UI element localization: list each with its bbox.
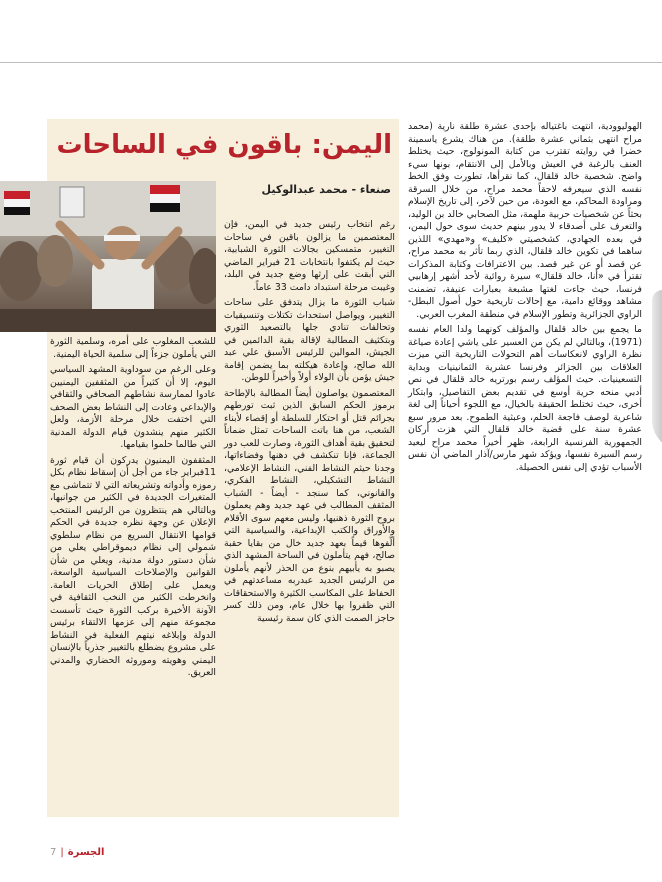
- article-byline: صنعاء - محمد عبدالوكيل: [261, 183, 391, 196]
- crowd-person: [0, 241, 42, 301]
- crowd-person: [37, 235, 73, 287]
- left-paragraph: المثقفون اليمنيون يدركون أن قيام ثورة 11فبراير جاء من أجل أن إسقاط نظام بكل رموزه وأدواته وتشريعاته التي لا تتماشى مع المتغيرات الجديدة في الكثير من جوانبها، وبالتالي هم ينتظرون من الرئيس المنتخب الإعلان عن وجهة نظره جديدة في الحكم قوامها الانتقال السريع من نظام سلطوي شمولي إلى نظام ديموقراطي يعلي من شأن دستور دولة مدنية، ويعلي من شأن القوانين والإصلاحات السياسية الواسعة، ويعمل على إطلاق الحريات العامة. وانخرطت الكثير من النخب الثقافية في الآونة الأخيرة بركب الثورة حيث تأسست مجموعة منهم إلى عزمها الالتقاء برئيس الدولة وإبلاغه نيتهم الفعلية في النشاط على مشروع يضطلع بالتغيير جذرياً بالإنسان اليمني وهويته وموروثه الحضاري والمدني العريق.: [50, 454, 216, 678]
- protest-sign: [60, 187, 84, 217]
- left-paragraph: وعلى الرغم من سوداوية المشهد السياسي اليوم، إلا أن كثيراً من المثقفين اليمنيين عادوا لممارسة نشاطهم الصحافي والثقافي والإبداعي وعادت إلى النشاط بعض الصحف التي اختفت خلال مرحلة الأزمة، ولعل الكثير منهم ينشدون قيام الدولة المدنية التي طالما حلموا بقيامها.: [50, 364, 216, 450]
- header-rule: [0, 62, 662, 63]
- page-footer: [50, 847, 104, 858]
- mid-paragraph: شباب الثورة ما يزال يتدفق على ساحات التغيير، ويواصل استحداث تكتلات وتنسيقيات وتحالفات تنادي جلها بالتصعيد الثوري وبتكثيف المطالبة لإقالة بقية الدائمين في الجيش، الموالين للرئيس الأسبق علي عبد الله صالح، وإعادة هيكلته بما يضمن إقامة جيش يؤمن بأن الولاء أولاً وأخيراً للوطن.: [224, 297, 395, 383]
- right-paragraph: ما يجمع بين خالد قلقال والمؤلف كونهما ولدا العام نفسه (1971)، وبالتالي لم يكن من العسير على ياشي إعادة صياغة نظرة الراوي لانعكاسات أهم التحولات التاريخية التي ميزت العلاقات بين الجزائر وفرنسا عشرية الثمانينيات وبداية التسعينيات. حيث المؤلف رسم بورتريه خالد قلقال في نص أدبي منحه حرية أوسع في تقديم بعض التفاصيل، وابتكار أخرى، حيث تختلط الحقيقة بالخيال، مع اللجوء أحياناً إلى لغة شاعرية لوصف فاجعة الحلم، وعبثية الطموح. بعد مرور سبع عشرة سنة على قضية خالد قلقال التي هزت أركان الجمهورية الفرنسية الرابعة، ظهر أخيراً محمد مراح ليعيد رسم السيرة نفسها، ويؤكد شهر مارس/آذار الماضي أن نفس الأسباب تؤدي إلى نفس الحصيلة.: [408, 324, 642, 473]
- protest-photo-illustration: [0, 181, 216, 332]
- left-column: [50, 336, 216, 683]
- mid-paragraph: رغم انتخاب رئيس جديد في اليمن، فإن المعتصمين ما يزالون باقين في ساحات التغيير، متمسكين بجالات الثورة الشبابية، حيث لم يكتفوا بانتخابات 21 فبراير الماضي التي أبقت على إرثها وضع جديد في البلد، وغيبت مرحلة استبداد دامت 33 عاماً.: [224, 219, 395, 293]
- left-paragraph: للشعب المغلوب على أمره، وسلمية الثورة التي يأملون جزءاً إلى سلمية الحياة اليمنية.: [50, 336, 216, 360]
- right-column: [408, 121, 642, 477]
- headband: [104, 235, 140, 241]
- central-figure-head: [105, 226, 139, 260]
- magazine-brand: الجسرة: [67, 847, 105, 858]
- article-headline: اليمن: باقون في الساحات: [56, 130, 392, 160]
- crowd-foreground: [0, 309, 216, 332]
- flag-red: [4, 191, 30, 199]
- right-paragraph: الهوليوودية، انتهت باغتياله بإحدى عشرة طلقة نارية (محمد مراح انتهى بثماني عشرة طلقة). من هناك يشرع ياسمينة خضرا في روايته تقترب من كتابة المونولوج، حيث يختلط العنف بالرغبة في العيش وبالأمل إلى الانتقام، بونها سيء واضح. شخصية خالد قلقال، كما نقرأها، تطورت وفق الخط نفسه الذي سيعرفه لاحقاً محمد مراح، من خلال السرقة ومراودة المحاكم، مع العودة، من حين لآخر، إلى تاريخ الإسلام بحثاً عن شخصيات حربية ملهمة، مثل الصحابي خالد بن الوليد، والتعرف على أصدقاء لا يدور بينهم حديث سوى حول اليمن، في بعده الجهادي، كشخصيتي «كليف» و«مهدي» اللذين ساهما في تكوين خالد قلقال، الذي ربما تأثر به محمد مراح، عن قصد أو عن غير قصد. بين الاعترافات وكتابة المذكرات تقترأ في «أنا، خالد قلقال» سيرة روائية لأحد أشهر إرهابيي فرنسا، حيث جاءت لغتها مشبعة بعبارات عنيفة، تضمنت مشاهد ووقائع دامية، مع إحالات تاريخية حول أصول البطل-الراوي الجزائرية وتطور الإسلام في منطقة المغرب العربي.: [408, 121, 642, 320]
- flag-black: [150, 203, 180, 212]
- mid-paragraph: المعتصمون يواصلون أيضاً المطالبة بالإطاحة برموز الحكم السابق الذين ثبت تورطهم بجرائم قتل أو احتكار للسلطة أو إقصاء لأبناء الشعب، من هنا باتت الساحات تمثل ضماناً لتحقيق بقية أهداف الثورة، وصارت للعب دور الجماعة، فإنا تنكشف في دهنها وفضاءاتها، وجدنا حيثم النشاط الفني، النشاط الإعلامي، النشاط التشكيلي، النشاط الفكري، والقانوني، كما سنجد - أيضاً - الشباب المثقف المطالب في عهد جديد وهم يعملون بروح الثورة ذهنيها، وليس معهم سوى الأقلام والأوراق والكتب الإبداعية، والسياسية التي ألّفوها قيماً بعهد جديد خال من بقايا حقبة صالح، فهم يتأملون في الساحة المشهد الذي يصبو به يأبيهم بنوع من الحذر لأنهم يأملون من الرئيس الجديد عبدربه مساعدتهم في الحفاظ على المكاسب الكثيرة والاستحقاقات التي ظفروا بها خلال عام، ومن ذلك كسر حاجز الصمت الذي كان سمة رئيسية: [224, 387, 395, 624]
- middle-column: [224, 219, 395, 628]
- page-number: 7: [50, 847, 57, 858]
- flag-white: [150, 194, 180, 203]
- sky: [0, 181, 216, 236]
- flag-white: [4, 199, 30, 207]
- flag-red: [150, 185, 180, 194]
- facing-page-edge: [650, 290, 662, 460]
- flag-black: [4, 207, 30, 215]
- footer-divider: |: [60, 847, 64, 858]
- protest-photo: [0, 181, 216, 332]
